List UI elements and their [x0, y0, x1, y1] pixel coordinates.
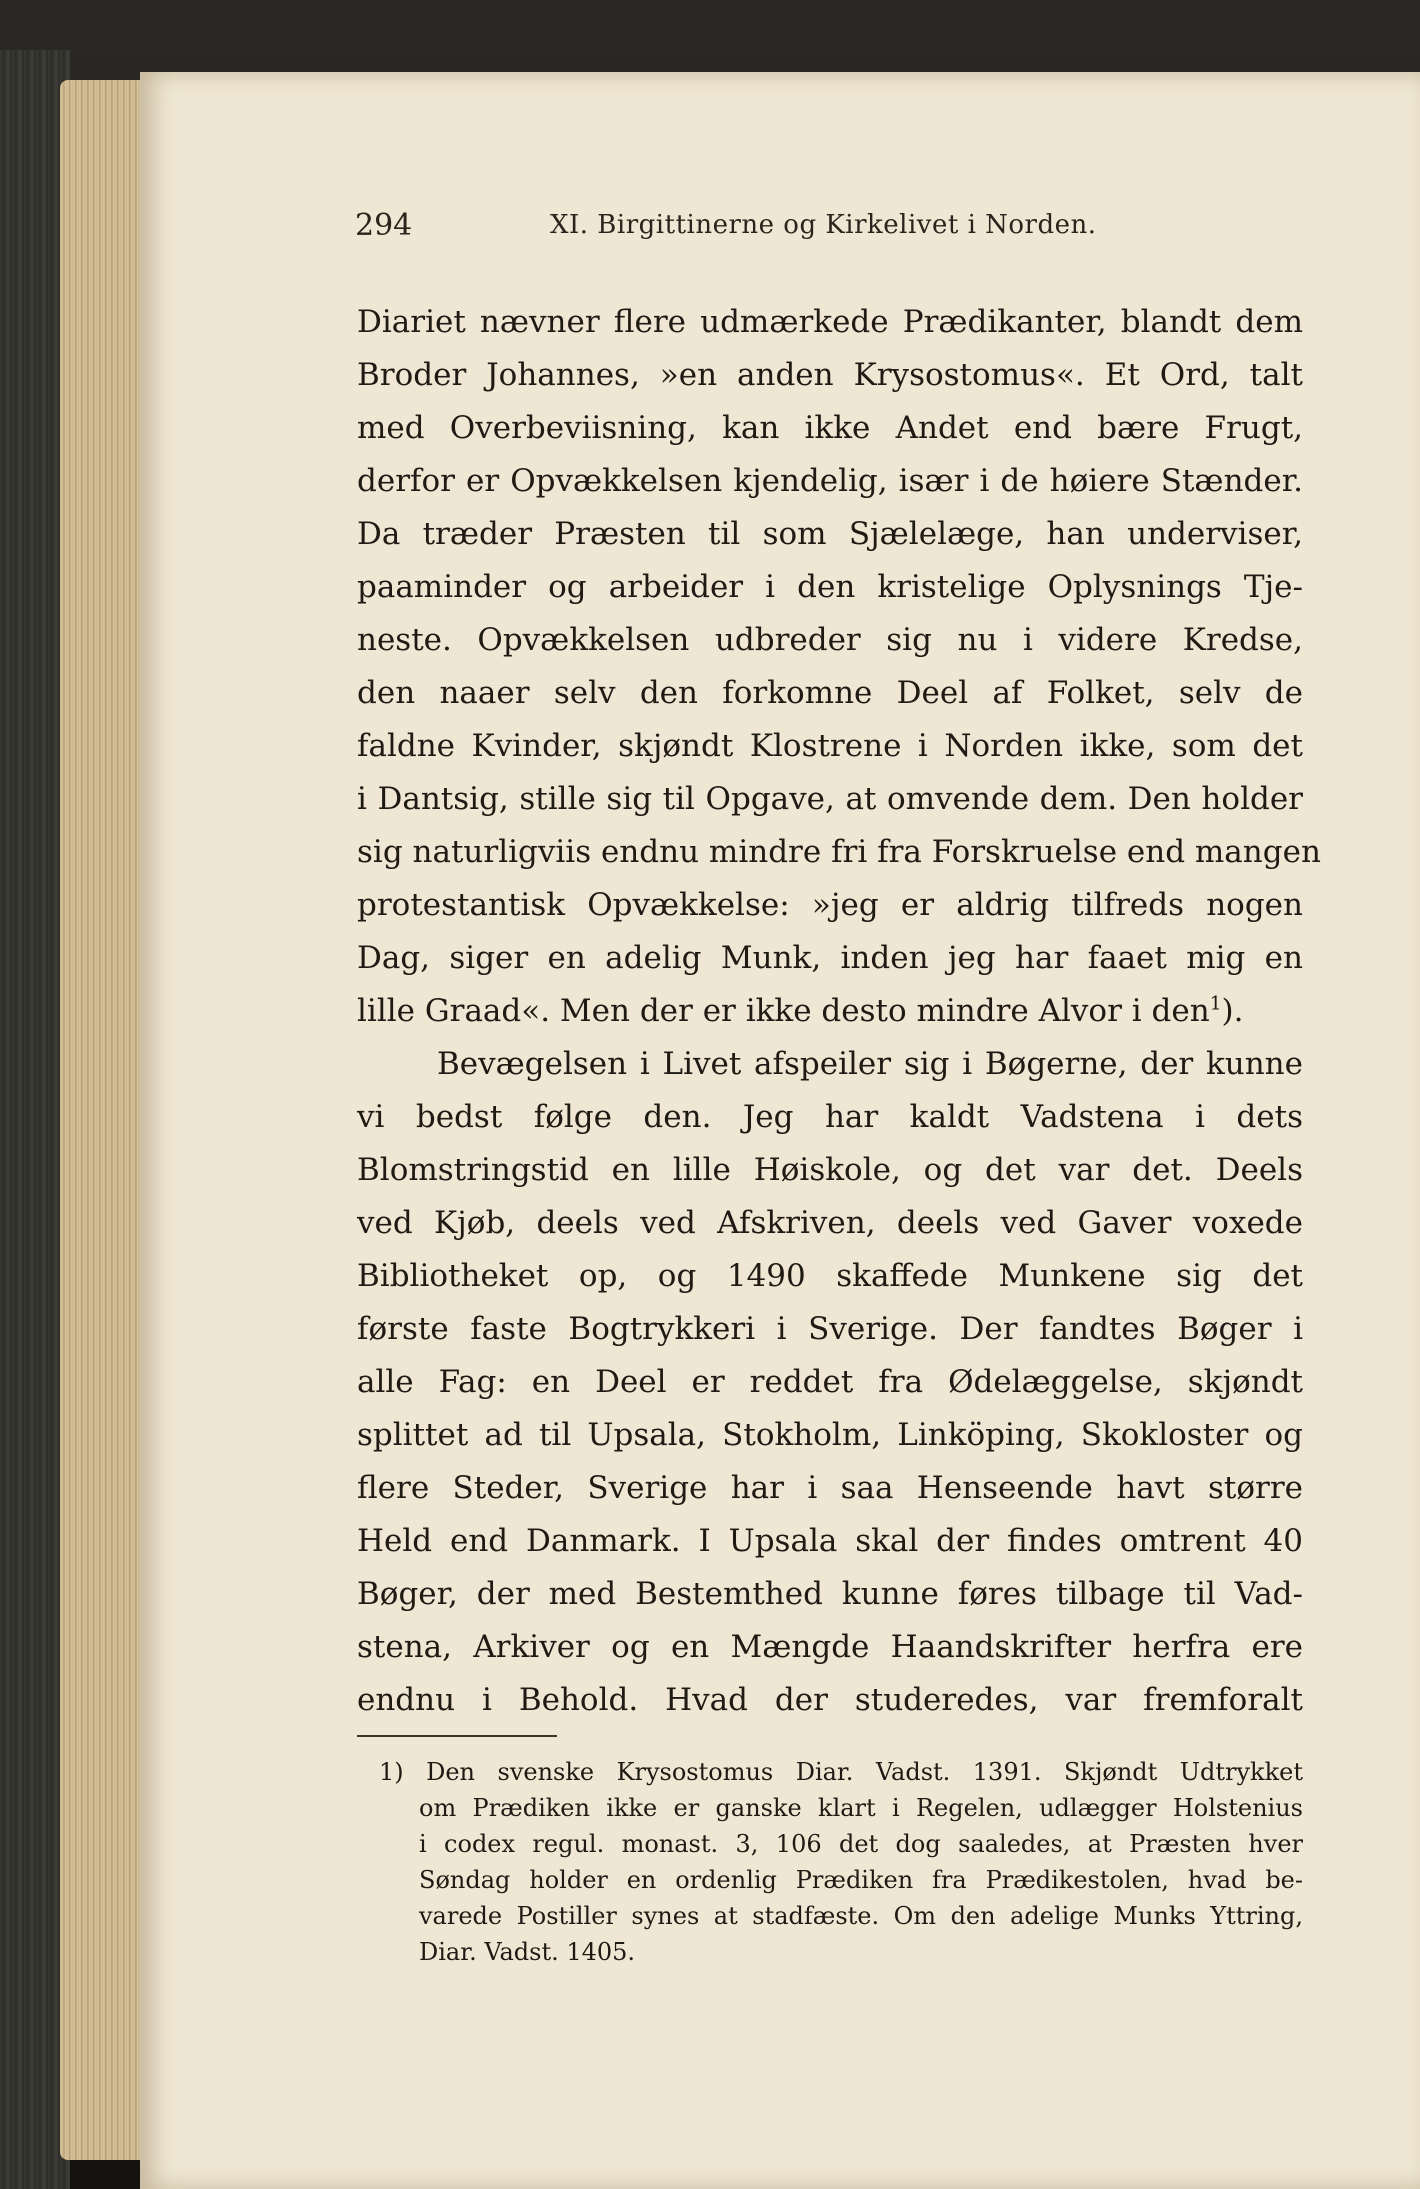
- text-line: lille Graad«. Men der er ikke desto mindre Alvor i den: [357, 993, 1210, 1029]
- text-line: endnu i Behold. Hvad der studeredes, var fremforalt: [357, 1682, 1303, 1718]
- text-line: neste. Opvækkelsen udbreder sig nu i videre Kredse,: [357, 622, 1303, 658]
- text-line: Diariet nævner flere udmærkede Prædikanter, blandt dem: [357, 304, 1303, 340]
- text-line: Held end Danmark. I Upsala skal der findes omtrent 40: [357, 1523, 1303, 1559]
- text-line: protestantisk Opvækkelse: »jeg er aldrig tilfreds nogen: [357, 887, 1303, 923]
- body-text: [357, 296, 1321, 1727]
- text-line: Bibliotheket op, og 1490 skaffede Munkene sig det: [357, 1258, 1303, 1294]
- text-line: Dag, siger en adelig Munk, inden jeg har faaet mig en: [357, 940, 1303, 976]
- text-line: Da træder Præsten til som Sjælelæge, han underviser,: [357, 516, 1303, 552]
- footnote-line: varede Postiller synes at stadfæste. Om den adelige Munks Yttring,: [419, 1902, 1303, 1930]
- footnote-line: 1) Den svenske Krysostomus Diar. Vadst. 1391. Skjøndt Udtrykket: [379, 1758, 1303, 1786]
- text-line: med Overbeviisning, kan ikke Andet end bære Frugt,: [357, 410, 1303, 446]
- running-head: XI. Birgittinerne og Kirkelivet i Norden.: [550, 210, 1097, 240]
- text-line-with-footnote: [357, 985, 1303, 1038]
- page-header: [355, 208, 1315, 252]
- footnote-line: i codex regul. monast. 3, 106 det dog saaledes, at Præsten hver: [419, 1830, 1303, 1858]
- text-line: Bøger, der med Bestemthed kunne føres tilbage til Vad-: [357, 1576, 1303, 1612]
- text-line: splittet ad til Upsala, Stokholm, Linköping, Skokloster og: [357, 1417, 1303, 1453]
- text-line: i Dantsig, stille sig til Opgave, at omvende dem. Den holder: [357, 781, 1303, 817]
- text-line: faldne Kvinder, skjøndt Klostrene i Norden ikke, som det: [357, 728, 1303, 764]
- text-line: den naaer selv den forkomne Deel af Folket, selv de: [357, 675, 1303, 711]
- text-line: stena, Arkiver og en Mængde Haandskrifter herfra ere: [357, 1629, 1303, 1665]
- text-line: paaminder og arbeider i den kristelige Oplysnings Tje-: [357, 569, 1303, 605]
- text-line: ved Kjøb, deels ved Afskriven, deels ved Gaver voxede: [357, 1205, 1303, 1241]
- footnote-reference-close: ).: [1221, 993, 1244, 1029]
- text-line: Broder Johannes, »en anden Krysostomus«. Et Ord, talt: [357, 357, 1303, 393]
- text-line: Blomstringstid en lille Høiskole, og det var det. Deels: [357, 1152, 1303, 1188]
- text-line: vi bedst følge den. Jeg har kaldt Vadstena i dets: [357, 1099, 1303, 1135]
- text-line: flere Steder, Sverige har i saa Henseende havt større: [357, 1470, 1303, 1506]
- footnote-line: om Prædiken ikke er ganske klart i Regelen, udlægger Holstenius: [419, 1794, 1303, 1822]
- footnote-divider: [357, 1735, 557, 1737]
- footnote-reference: 1: [1209, 993, 1222, 1015]
- text-line: første faste Bogtrykkeri i Sverige. Der fandtes Bøger i: [357, 1311, 1303, 1347]
- footnote-line: Søndag holder en ordenlig Prædiken fra Prædikestolen, hvad be-: [419, 1866, 1303, 1894]
- footnotes: [357, 1754, 1303, 1970]
- text-line: Bevægelsen i Livet afspeiler sig i Bøgerne, der kunne: [437, 1046, 1303, 1082]
- text-line: sig naturligviis endnu mindre fri fra Forskruelse end mangen: [357, 834, 1321, 870]
- page-number: 294: [355, 208, 413, 243]
- text-line: alle Fag: en Deel er reddet fra Ødelæggelse, skjøndt: [357, 1364, 1303, 1400]
- footnote-line: Diar. Vadst. 1405.: [419, 1938, 636, 1966]
- text-line: derfor er Opvækkelsen kjendelig, især i de høiere Stænder.: [357, 463, 1303, 499]
